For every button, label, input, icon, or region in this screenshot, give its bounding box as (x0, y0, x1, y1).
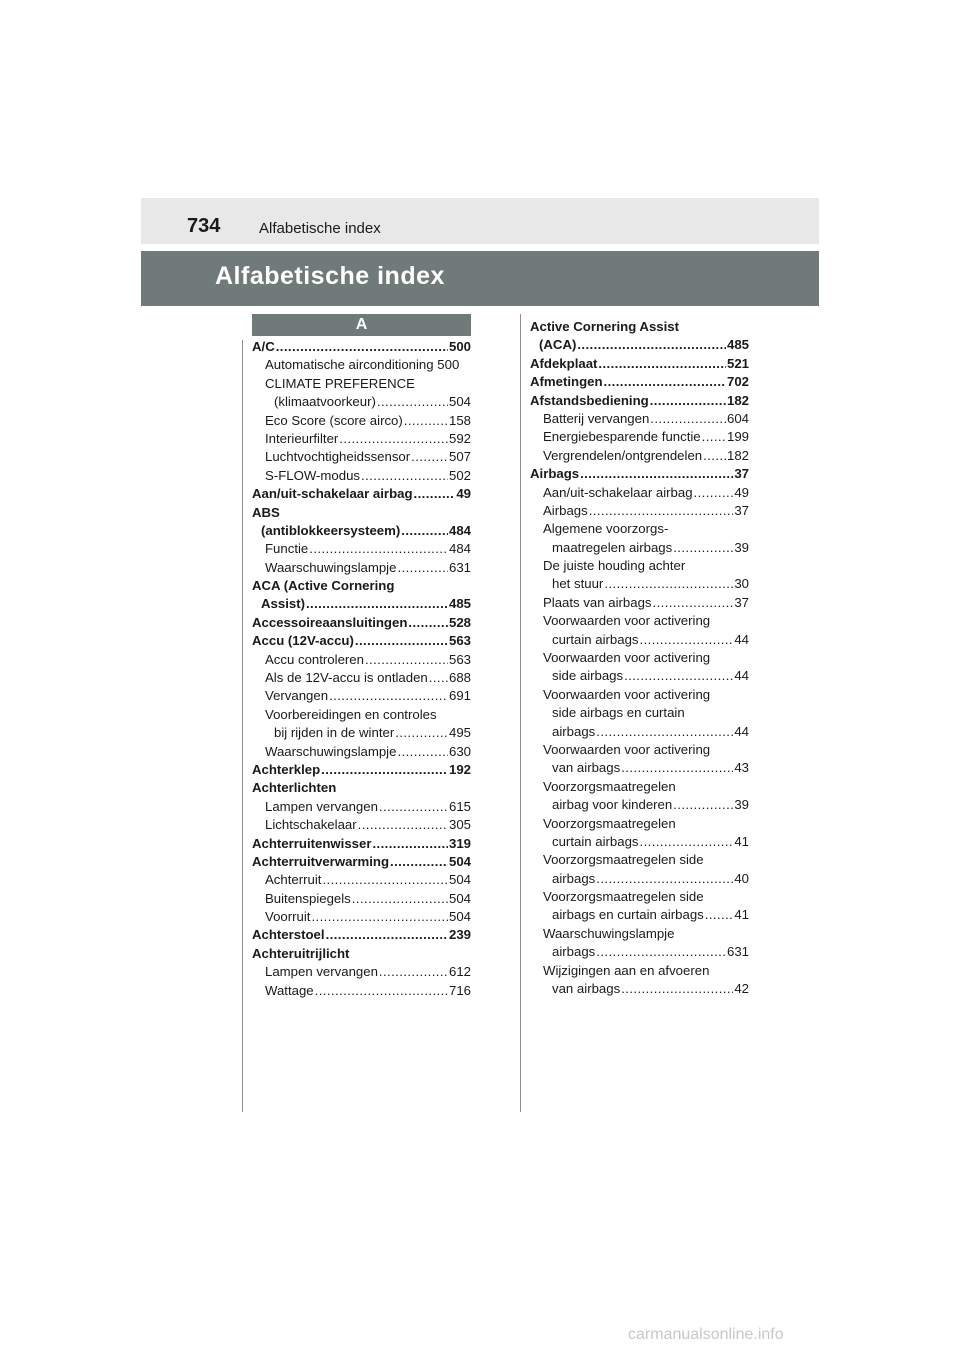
index-entry (252, 669, 471, 687)
index-entry (252, 632, 471, 650)
dot-leader (604, 575, 733, 593)
index-entry-term: Buitenspiegels (265, 890, 351, 906)
index-entry (252, 963, 471, 981)
dot-leader (361, 467, 448, 485)
index-entry-page[interactable]: 528 (448, 614, 471, 630)
index-entry (252, 448, 471, 466)
index-entry (252, 890, 471, 908)
index-entry-term: Active Cornering Assist (530, 319, 680, 334)
index-entry-term: Energiebesparende functie (543, 429, 701, 445)
index-entry-page[interactable]: 42 (734, 981, 749, 997)
index-entry-term: ACA (Active Cornering (252, 578, 395, 594)
index-entry (252, 687, 471, 705)
index-entry-term: (antiblokkeersysteem) (261, 522, 401, 538)
index-entry (252, 927, 471, 945)
index-entry-term: Lampen vervangen (265, 798, 378, 814)
index-entry-term: Voorwaarden voor activering (543, 741, 711, 757)
index-entry-term: Wijzigingen aan en afvoeren (543, 962, 710, 978)
index-entry-page[interactable]: 630 (448, 743, 471, 759)
dot-leader (322, 871, 448, 889)
index-entry-term: airbags (552, 870, 596, 886)
dot-leader (414, 485, 456, 503)
index-entry (252, 871, 471, 889)
dot-leader (650, 392, 726, 410)
dot-leader (694, 484, 734, 502)
index-entry-page[interactable]: 500 (437, 357, 460, 373)
index-entry (252, 982, 471, 1000)
dot-leader (580, 465, 733, 483)
index-column-left (252, 338, 471, 1000)
index-entry (252, 724, 471, 742)
index-entry-page[interactable]: 495 (448, 725, 471, 741)
index-entry (530, 851, 749, 869)
dot-leader (377, 393, 448, 411)
index-entry (252, 743, 471, 761)
index-entry (252, 559, 471, 577)
index-entry-term: Airbags (530, 466, 580, 482)
index-entry (252, 577, 471, 595)
right-column-rule (520, 314, 521, 1112)
index-entry-term: Achterklep (252, 761, 321, 777)
index-entry-page[interactable]: 484 (448, 541, 471, 557)
index-entry-page[interactable]: 44 (734, 631, 749, 647)
dot-leader (640, 833, 734, 851)
index-entry-page[interactable]: 504 (448, 872, 471, 888)
dot-leader (395, 724, 448, 742)
index-entry (530, 447, 749, 465)
index-entry-term: De juiste houding achter (543, 558, 686, 574)
index-entry-page[interactable]: 615 (448, 798, 471, 814)
index-entry-term: Lampen vervangen (265, 964, 378, 980)
index-entry-term: Voorwaarden voor activering (543, 613, 711, 629)
index-entry-term: het stuur (552, 576, 604, 592)
index-entry-page[interactable]: 49 (734, 484, 749, 500)
index-entry (252, 908, 471, 926)
index-entry-page[interactable]: 41 (734, 907, 749, 923)
index-entry-term: Eco Score (score airco) (265, 412, 403, 428)
index-entry-page[interactable]: 30 (734, 576, 749, 592)
dot-leader (404, 412, 448, 430)
index-entry-term: maatregelen airbags (552, 539, 673, 555)
index-entry-term: airbags (552, 723, 596, 739)
index-entry-page[interactable]: 485 (448, 596, 471, 612)
index-entry (252, 798, 471, 816)
dot-leader (390, 853, 448, 871)
page-title: Alfabetische index (215, 262, 445, 290)
index-entry (530, 557, 749, 575)
index-entry-page[interactable]: 702 (726, 374, 749, 390)
index-entry-term: Luchtvochtigheidssensor (265, 449, 411, 465)
dot-leader (596, 723, 733, 741)
index-entry-term: Vergrendelen/ontgrendelen (543, 447, 703, 463)
index-entry (252, 595, 471, 613)
dot-leader (311, 908, 448, 926)
dot-leader (596, 870, 733, 888)
index-entry (530, 355, 749, 373)
index-entry (530, 594, 749, 612)
dot-leader (621, 759, 733, 777)
index-entry (530, 465, 749, 483)
index-entry-term: Plaats van airbags (543, 594, 652, 610)
index-entry-term: A/C (252, 338, 275, 354)
index-entry-page[interactable]: 182 (726, 447, 749, 463)
index-entry (530, 502, 749, 520)
index-entry (252, 614, 471, 632)
index-entry-page[interactable]: 43 (734, 760, 749, 776)
index-entry-term: Functie (265, 541, 309, 557)
index-entry (252, 651, 471, 669)
index-entry-term: Voorzorgsmaatregelen side (543, 852, 704, 868)
index-entry-term: Accessoireaansluitingen (252, 614, 408, 630)
dot-leader (358, 816, 448, 834)
index-entry (530, 484, 749, 502)
index-entry-term: Waarschuwingslampje (543, 925, 675, 941)
dot-leader (326, 926, 448, 944)
dot-leader (598, 355, 726, 373)
index-entry-page[interactable]: 688 (448, 670, 471, 686)
dot-leader (329, 687, 448, 705)
index-entry-term: Lichtschakelaar (265, 817, 357, 833)
index-entry-page[interactable]: 39 (734, 539, 749, 555)
index-entry (530, 870, 749, 888)
index-entry-page[interactable]: 631 (726, 944, 749, 960)
index-entry-term: (klimaatvoorkeur) (274, 394, 376, 410)
index-entry (530, 649, 749, 667)
index-entry (530, 723, 749, 741)
dot-leader (650, 410, 726, 428)
index-entry-page[interactable]: 504 (448, 853, 471, 869)
index-entry-page[interactable]: 158 (448, 412, 471, 428)
index-entry-page[interactable]: 37 (734, 502, 749, 518)
index-entry-page[interactable]: 40 (734, 870, 749, 886)
index-entry-term: (ACA) (539, 337, 577, 353)
dot-leader (604, 373, 726, 391)
index-entry-page[interactable]: 484 (448, 522, 471, 538)
index-entry (530, 336, 749, 354)
index-entry (252, 393, 471, 411)
index-entry (530, 888, 749, 906)
index-entry-term: curtain airbags (552, 833, 639, 849)
page-number: 734 (187, 215, 221, 237)
index-entry-term: side airbags (552, 668, 624, 684)
index-entry (530, 520, 749, 538)
index-entry (252, 338, 471, 356)
index-entry-term: Aan/uit-schakelaar airbag (252, 486, 413, 502)
dot-leader (411, 448, 448, 466)
index-entry (530, 373, 749, 391)
dot-leader (653, 594, 734, 612)
dot-leader (397, 559, 448, 577)
index-entry-term: Assist) (261, 596, 305, 612)
index-entry-term: airbags en curtain airbags (552, 907, 704, 923)
index-entry-page[interactable]: 504 (448, 909, 471, 925)
index-entry-term: Waarschuwingslampje (265, 559, 397, 575)
index-entry-term: Interieurfilter (265, 430, 339, 446)
index-entry (530, 980, 749, 998)
dot-leader (339, 430, 448, 448)
dot-leader (577, 336, 726, 354)
index-entry-page[interactable]: 563 (448, 651, 471, 667)
index-entry-page[interactable]: 239 (448, 927, 471, 943)
index-entry (530, 612, 749, 630)
dot-leader (621, 980, 733, 998)
index-entry (530, 428, 749, 446)
index-entry-page[interactable]: 631 (448, 559, 471, 575)
dot-leader (705, 906, 734, 924)
dot-leader (624, 667, 733, 685)
index-entry (530, 686, 749, 704)
index-entry-term: Achterruitverwarming (252, 853, 390, 869)
index-entry-page[interactable]: 182 (726, 392, 749, 408)
index-entry-term: Voorbereidingen en controles (265, 706, 437, 722)
index-entry (252, 853, 471, 871)
index-entry (252, 945, 471, 963)
index-entry-term: S-FLOW-modus (265, 467, 361, 483)
index-entry-term: Accu (12V-accu) (252, 633, 354, 649)
dot-leader (589, 502, 734, 520)
dot-leader (352, 890, 448, 908)
index-entry-page[interactable]: 521 (726, 355, 749, 371)
index-entry-term: Achterruit (265, 872, 322, 888)
index-entry-term: Waarschuwingslampje (265, 743, 397, 759)
index-entry-page[interactable]: 502 (448, 467, 471, 483)
index-entry-term: ABS (252, 504, 280, 520)
index-entry-term: Afmetingen (530, 374, 603, 390)
index-entry-term: Voorwaarden voor activering (543, 650, 711, 666)
dot-leader (372, 835, 448, 853)
dot-leader (401, 522, 448, 540)
index-entry-page[interactable]: 39 (734, 797, 749, 813)
index-entry (252, 356, 471, 374)
index-entry-page[interactable]: 41 (734, 833, 749, 849)
index-entry-term: CLIMATE PREFERENCE (265, 375, 415, 391)
title-banner (141, 251, 819, 306)
index-entry (252, 540, 471, 558)
index-entry-term: van airbags (552, 760, 621, 776)
index-entry (530, 741, 749, 759)
index-entry (530, 943, 749, 961)
index-entry-page[interactable]: 563 (448, 633, 471, 649)
index-entry-term: Achteruitrijlicht (252, 945, 350, 961)
index-entry (530, 962, 749, 980)
index-entry (530, 833, 749, 851)
index-entry-page[interactable]: 305 (448, 817, 471, 833)
dot-leader (379, 963, 448, 981)
index-entry-term: side airbags en curtain (552, 705, 685, 721)
index-entry (252, 816, 471, 834)
index-entry (530, 704, 749, 722)
index-entry-term: Algemene voorzorgs- (543, 521, 669, 537)
index-entry (252, 504, 471, 522)
dot-leader (365, 651, 448, 669)
dot-leader (596, 943, 726, 961)
index-entry-term: Als de 12V-accu is ontladen (265, 670, 428, 686)
dot-leader (673, 796, 733, 814)
dot-leader (309, 540, 448, 558)
index-entry (252, 375, 471, 393)
index-entry (530, 631, 749, 649)
index-entry (252, 485, 471, 503)
left-column-rule (242, 340, 243, 1112)
index-entry-term: Voorzorgsmaatregelen (543, 778, 676, 794)
index-entry-term: bij rijden in de winter (274, 725, 395, 741)
index-entry-term: Wattage (265, 982, 314, 998)
dot-leader (379, 798, 448, 816)
index-entry-term: Accu controleren (265, 651, 364, 667)
index-entry (252, 761, 471, 779)
index-entry (530, 575, 749, 593)
index-entry (252, 835, 471, 853)
header-bar (141, 198, 819, 244)
dot-leader (355, 632, 448, 650)
index-entry (530, 815, 749, 833)
index-entry-page[interactable]: 691 (448, 688, 471, 704)
index-entry (530, 925, 749, 943)
index-entry-term: Achterstoel (252, 927, 325, 943)
dot-leader (276, 338, 448, 356)
index-entry-page[interactable]: 592 (448, 430, 471, 446)
index-entry (252, 430, 471, 448)
dot-leader (673, 539, 733, 557)
index-entry-term: Voorzorgsmaatregelen (543, 815, 676, 831)
index-entry-page[interactable]: 612 (448, 964, 471, 980)
dot-leader (640, 631, 734, 649)
index-entry-page[interactable]: 716 (448, 982, 471, 998)
index-entry-term: Batterij vervangen (543, 410, 650, 426)
dot-leader (306, 595, 448, 613)
index-entry-term: Aan/uit-schakelaar airbag (543, 484, 693, 500)
index-entry-term: airbags (552, 944, 596, 960)
index-entry-page[interactable]: 504 (448, 890, 471, 906)
section-letter-heading: A (252, 314, 471, 336)
index-entry-term: Vervangen (265, 688, 329, 704)
index-entry-page[interactable]: 485 (726, 337, 749, 353)
index-entry (530, 796, 749, 814)
index-entry (530, 667, 749, 685)
index-entry-page[interactable]: 49 (456, 486, 471, 502)
dot-leader (315, 982, 448, 1000)
index-entry-page[interactable]: 507 (448, 449, 471, 465)
index-entry-term: Achterruitenwisser (252, 835, 372, 851)
dot-leader (429, 669, 448, 687)
index-entry (252, 412, 471, 430)
index-entry-page[interactable]: 44 (734, 723, 749, 739)
index-entry-term: Afdekplaat (530, 355, 598, 371)
index-entry (252, 779, 471, 797)
running-header-title: Alfabetische index (259, 220, 381, 237)
watermark: carmanualsonline.info (628, 1326, 784, 1343)
dot-leader (408, 614, 448, 632)
index-entry-page[interactable]: 199 (726, 429, 749, 445)
index-entry (530, 410, 749, 428)
index-entry-page[interactable]: 192 (448, 761, 471, 777)
index-entry-term: airbag voor kinderen (552, 797, 673, 813)
dot-leader (321, 761, 448, 779)
index-entry-term: Voorwaarden voor activering (543, 686, 711, 702)
index-entry (530, 539, 749, 557)
index-entry (530, 778, 749, 796)
index-entry-page[interactable]: 37 (734, 594, 749, 610)
index-entry (252, 706, 471, 724)
index-entry (530, 759, 749, 777)
index-column-right (530, 318, 749, 998)
index-entry (530, 318, 749, 336)
index-entry-page[interactable]: 37 (734, 466, 749, 482)
index-entry-term: Automatische airconditioning (265, 357, 438, 373)
index-entry-term: Achterlichten (252, 780, 337, 796)
index-entry-page[interactable]: 319 (448, 835, 471, 851)
index-entry-term: Voorzorgsmaatregelen side (543, 889, 704, 905)
index-entry-page[interactable]: 504 (448, 394, 471, 410)
index-entry-term: Afstandsbediening (530, 392, 649, 408)
index-entry-term: Airbags (543, 502, 588, 518)
index-entry-term: curtain airbags (552, 631, 639, 647)
index-entry-page[interactable]: 44 (734, 668, 749, 684)
dot-leader (397, 743, 448, 761)
dot-leader (702, 428, 726, 446)
dot-leader (703, 447, 726, 465)
index-entry (252, 467, 471, 485)
index-entry-term: van airbags (552, 981, 621, 997)
index-entry (530, 907, 749, 925)
index-entry-page[interactable]: 604 (726, 410, 749, 426)
index-entry (530, 392, 749, 410)
index-entry-term: Voorruit (265, 909, 311, 925)
index-entry (252, 522, 471, 540)
index-entry-page[interactable]: 500 (448, 338, 471, 354)
